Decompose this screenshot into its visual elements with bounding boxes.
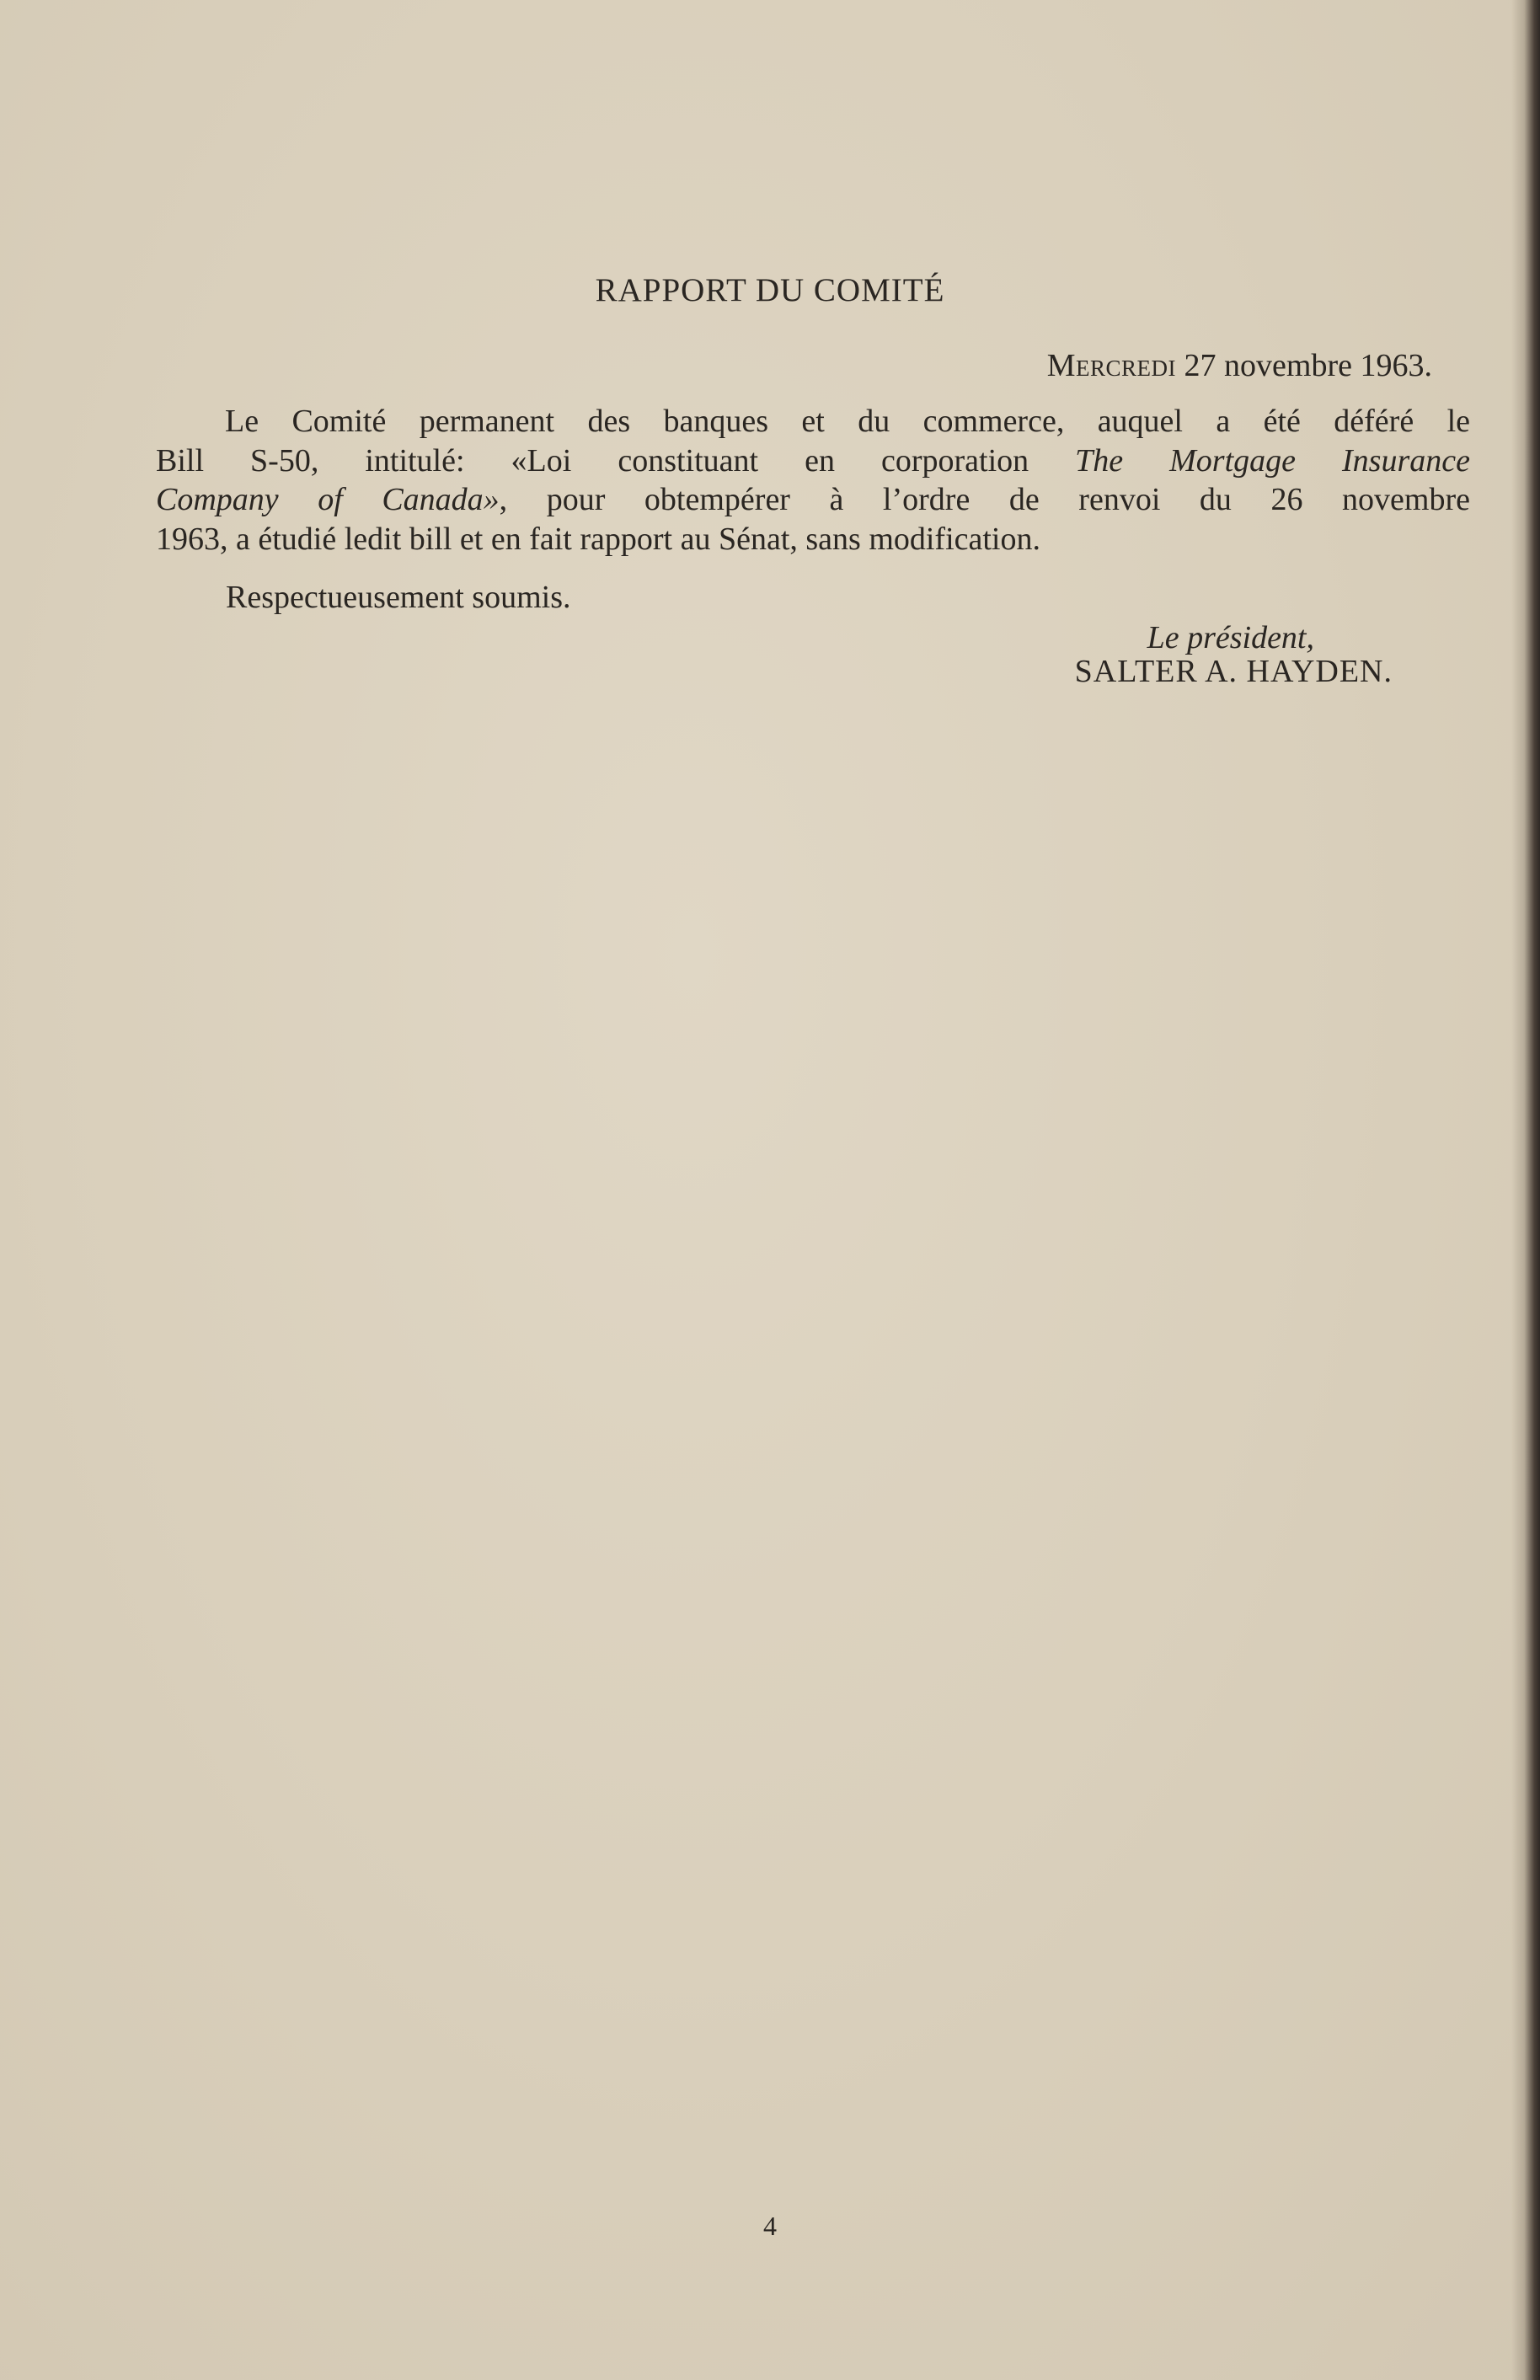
page-number: 4 — [763, 2211, 777, 2241]
paragraph-line: 1963, a étudié ledit bill et en fait rapport au Sénat, sans modification. — [156, 521, 1040, 557]
paragraph-line: Le Comité permanent des banques et du commerce, auquel a été déféré le — [225, 404, 1470, 439]
signature-role: Le président, — [1147, 620, 1314, 655]
page-edge-shadow — [1511, 0, 1540, 2380]
paragraph-line — [156, 441, 1470, 481]
report-date — [1047, 347, 1432, 384]
date-rest: 27 novembre 1963. — [1176, 348, 1432, 383]
paragraph-line — [156, 480, 1470, 520]
report-title: RAPPORT DU COMITÉ — [595, 272, 945, 308]
closing-line: Respectueusement soumis. — [226, 580, 571, 615]
paragraph-text: Bill S-50, intitulé: «Loi constituant en corporation — [156, 442, 1076, 479]
signature-name: SALTER A. HAYDEN. — [1074, 654, 1393, 689]
company-name-part-1: The Mortgage Insurance — [1075, 442, 1470, 479]
company-name-part-2: Company of Canada» — [156, 482, 500, 517]
date-weekday: Mercredi — [1046, 348, 1177, 383]
paragraph-text: , pour obtempérer à l’ordre de renvoi du 26 novembre — [499, 482, 1470, 517]
report-paragraph — [156, 402, 1470, 559]
